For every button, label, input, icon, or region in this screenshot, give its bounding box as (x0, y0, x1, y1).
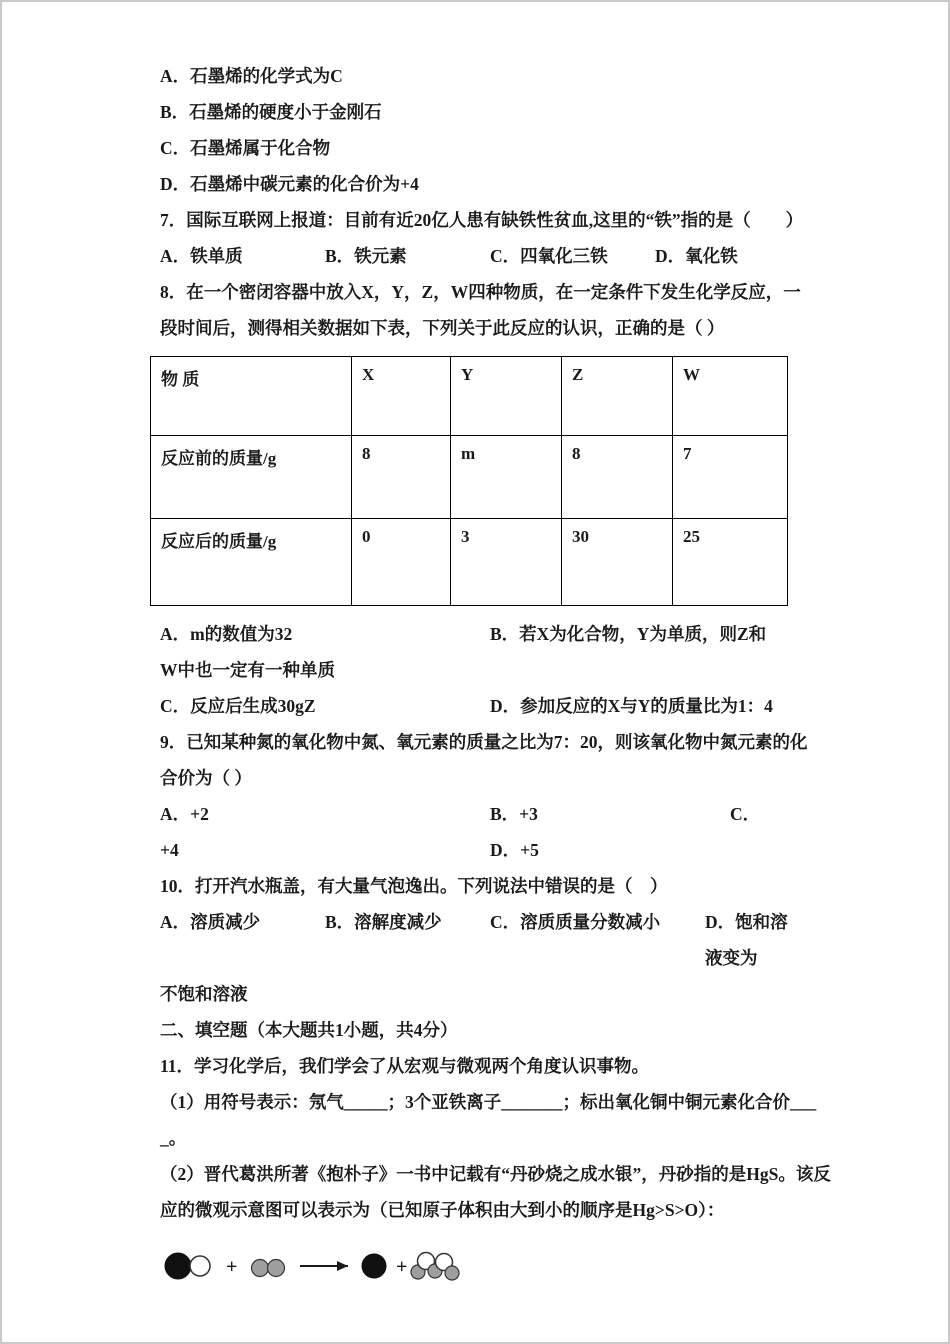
q9-text-line1: 9．已知某种氮的氧化物中氮、氧元素的质量之比为7：20，则该氧化物中氮元素的化 (160, 732, 808, 752)
table-cell: m (451, 436, 562, 519)
q8-options-row1 (160, 616, 790, 652)
q11-part2-line1: （2）晋代葛洪所著《抱朴子》一书中记载有“丹砂烧之成水银”，丹砂指的是HgS。该反 (160, 1164, 831, 1184)
question8 (160, 274, 801, 724)
hgs-molecule (165, 1253, 210, 1279)
reaction-arrow (300, 1261, 348, 1271)
q6-option-d: D．石墨烯中碳元素的化合价为+4 (160, 174, 419, 194)
table-cell: 3 (451, 519, 562, 606)
q10-options (160, 904, 790, 976)
o2-molecule (252, 1260, 285, 1277)
q8-data-table (150, 356, 788, 606)
so2-molecules (411, 1253, 459, 1281)
table-header-w: W (673, 357, 788, 436)
q10-option-d: D．饱和溶液变为 (705, 912, 788, 968)
q10-option-d-continuation: 不饱和溶液 (160, 984, 248, 1004)
q8-option-b-continuation: W中也一定有一种单质 (160, 660, 335, 680)
table-cell: 30 (562, 519, 673, 606)
q9-options-row1 (160, 796, 790, 832)
reaction-diagram-svg (160, 1242, 500, 1290)
q6-option-b: B．石墨烯的硬度小于金刚石 (160, 102, 382, 122)
table-header-z: Z (562, 357, 673, 436)
table-cell-label: 反应后的质量/g (151, 519, 352, 606)
table-cell: 0 (352, 519, 451, 606)
q9-option-d: D．+5 (490, 840, 539, 860)
table-header-x: X (352, 357, 451, 436)
q8-option-d: D．参加反应的X与Y的质量比为1：4 (490, 696, 773, 716)
q9-options-row2 (160, 832, 790, 868)
q6-option-a: A．石墨烯的化学式为C (160, 66, 343, 86)
table-cell: 25 (673, 519, 788, 606)
q7-text: 7．国际互联网上报道：目前有近20亿人患有缺铁性贫血,这里的“铁”指的是（ ） (160, 210, 804, 230)
q10-option-c: C．溶质质量分数减小 (490, 912, 661, 932)
q7-option-a: A．铁单质 (160, 246, 243, 266)
q6-option-c: C．石墨烯属于化合物 (160, 138, 331, 158)
q8-options-row2 (160, 688, 790, 724)
q11-text: 11．学习化学后，我们学会了从宏观与微观两个角度认识事物。 (160, 1056, 650, 1076)
q10-text: 10．打开汽水瓶盖，有大量气泡逸出。下列说法中错误的是（ ） (160, 876, 668, 896)
q9-text-line2: 合价为（ ） (160, 768, 252, 788)
q9-option-c-continuation: +4 (160, 840, 179, 860)
q11-part1-blanks: （1）用符号表示：氖气_____；3个亚铁离子_______；标出氧化铜中铜元素化合价___ (160, 1092, 817, 1112)
q9-option-b: B．+3 (490, 804, 538, 824)
q10-option-a: A．溶质减少 (160, 912, 261, 932)
table-cell: 8 (352, 436, 451, 519)
q7-option-c: C．四氧化三铁 (490, 246, 608, 266)
table-header-y: Y (451, 357, 562, 436)
question7 (160, 202, 804, 274)
q8-text-line1: 8．在一个密闭容器中放入X，Y，Z，W四种物质，在一定条件下发生化学反应，一 (160, 282, 801, 302)
q9-option-a: A．+2 (160, 804, 209, 824)
table-header-substance: 物 质 (151, 357, 352, 436)
q11-part1-continuation: _。 (160, 1128, 187, 1148)
hg-atom (362, 1254, 386, 1278)
q8-option-b: B．若X为化合物，Y为单质，则Z和 (490, 624, 767, 644)
reaction-diagram (160, 1242, 790, 1295)
question9 (160, 724, 808, 868)
question6-options (160, 58, 790, 202)
q7-options (160, 238, 790, 274)
q9-option-c: C． (730, 804, 761, 824)
q8-text-line2: 段时间后，测得相关数据如下表，下列关于此反应的认识，正确的是（ ） (160, 318, 725, 338)
q7-option-d: D．氧化铁 (655, 246, 738, 266)
table-cell: 7 (673, 436, 788, 519)
section2-title: 二、填空题（本大题共1小题，共4分） (160, 1020, 458, 1040)
q11-part2-line2: 应的微观示意图可以表示为（已知原子体积由大到小的顺序是Hg>S>O）： (160, 1200, 725, 1220)
q10-option-b: B．溶解度减少 (325, 912, 442, 932)
q8-option-c: C．反应后生成30gZ (160, 696, 316, 716)
q8-option-a: A．m的数值为32 (160, 624, 293, 644)
q7-option-b: B．铁元素 (325, 246, 407, 266)
table-cell-label: 反应前的质量/g (151, 436, 352, 519)
plus-sign: + (396, 1256, 408, 1278)
plus-sign: + (226, 1256, 238, 1278)
table-row (151, 519, 788, 606)
table-header-row (151, 357, 788, 436)
question11 (160, 1048, 831, 1295)
table-cell: 8 (562, 436, 673, 519)
table-row (151, 436, 788, 519)
question10 (160, 868, 790, 1012)
